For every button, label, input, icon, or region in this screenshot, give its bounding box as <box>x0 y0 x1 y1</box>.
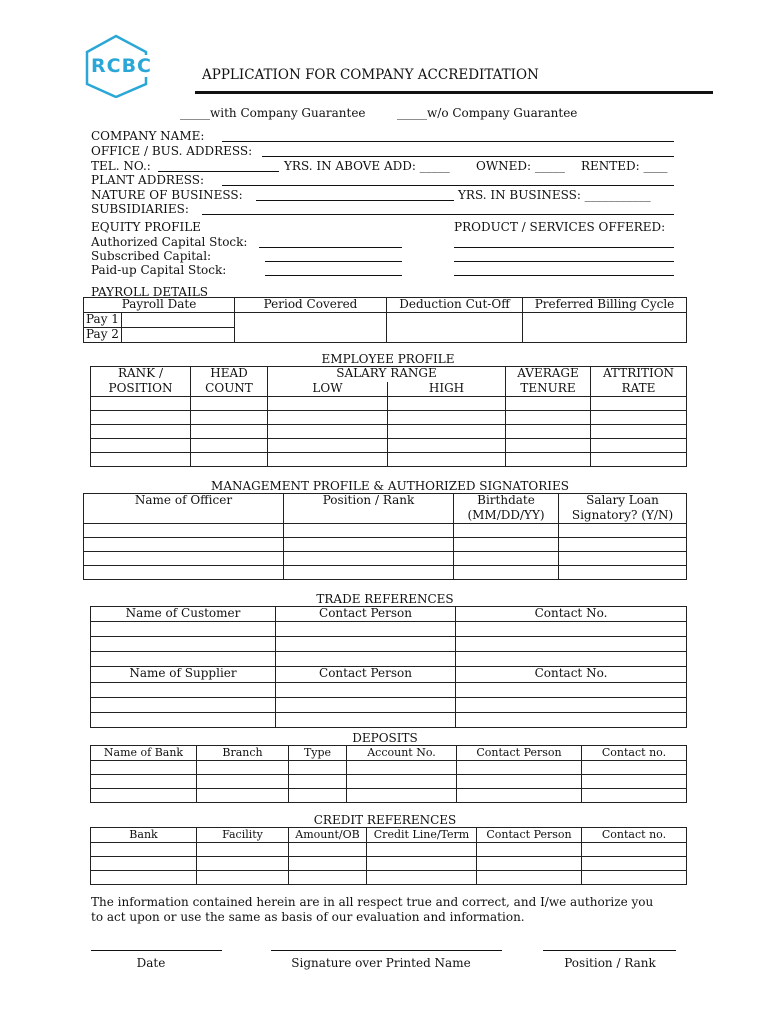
statement-line-2: to act upon or use the same as basis of our evaluation and information. <box>91 910 525 924</box>
page-title: APPLICATION FOR COMPANY ACCREDITATION <box>202 67 539 83</box>
table-row[interactable] <box>91 871 687 885</box>
count-header: COUNT <box>191 382 268 397</box>
table-row[interactable] <box>91 622 687 637</box>
payroll-date-header: Payroll Date <box>84 298 235 313</box>
rented-label[interactable]: RENTED: ____ <box>581 159 668 173</box>
rcbc-logo <box>80 34 170 98</box>
address-field[interactable] <box>262 156 674 157</box>
rank-header: RANK / <box>91 367 191 382</box>
tenure-header: TENURE <box>506 382 591 397</box>
credit-table <box>90 827 687 885</box>
table-row[interactable] <box>91 397 687 411</box>
salary-loan-header: Salary Loan <box>559 494 687 509</box>
birthdate-format: (MM/DD/YY) <box>454 509 559 524</box>
product-line-1[interactable] <box>454 247 674 248</box>
average-tenure-header: AVERAGE <box>506 367 591 382</box>
contact-person-header: Contact Person <box>276 607 456 622</box>
title-rule <box>195 91 713 94</box>
table-row[interactable] <box>91 713 687 728</box>
logo-text: RCBC <box>91 55 152 77</box>
trade-references-title: TRADE REFERENCES <box>316 592 454 606</box>
pay-1-date[interactable] <box>122 313 235 328</box>
deposit-contact-no-header: Contact no. <box>582 746 687 761</box>
officer-header: Name of Officer <box>84 494 284 509</box>
option-without-guarantee[interactable]: _____w/o Company Guarantee <box>397 106 578 120</box>
signature-caption: Signature over Printed Name <box>291 956 471 970</box>
table-row[interactable] <box>91 683 687 698</box>
yrs-address-label[interactable]: YRS. IN ABOVE ADD: _____ <box>284 159 450 173</box>
table-row[interactable] <box>91 425 687 439</box>
low-header: LOW <box>268 382 388 397</box>
date-caption: Date <box>136 956 166 970</box>
yrs-business-label[interactable]: YRS. IN BUSINESS: ___________ <box>458 188 651 202</box>
products-title: PRODUCT / SERVICES OFFERED: <box>454 220 666 234</box>
position-line[interactable] <box>543 950 676 951</box>
table-row[interactable] <box>84 524 687 538</box>
attrition-header: ATTRITION <box>591 367 687 382</box>
table-row[interactable] <box>91 637 687 652</box>
management-title: MANAGEMENT PROFILE & AUTHORIZED SIGNATORIES <box>211 479 569 493</box>
facility-header: Facility <box>197 828 289 843</box>
table-row[interactable] <box>91 775 687 789</box>
table-row[interactable] <box>91 857 687 871</box>
contact-no-header: Contact No. <box>456 607 687 622</box>
position-header: POSITION <box>91 382 191 397</box>
deduction-cutoff-header: Deduction Cut-Off <box>387 298 523 313</box>
credit-line-header: Credit Line/Term <box>367 828 477 843</box>
paidup-field[interactable] <box>265 275 402 276</box>
supplier-header: Name of Supplier <box>91 667 276 683</box>
product-line-2[interactable] <box>454 261 674 262</box>
table-row[interactable] <box>84 552 687 566</box>
company-name-field[interactable] <box>222 141 674 142</box>
company-name-label: COMPANY NAME: <box>91 129 205 143</box>
contact-no-header-2: Contact No. <box>456 667 687 683</box>
subscribed-label: Subscribed Capital: <box>91 249 212 263</box>
pay-2-date[interactable] <box>122 328 235 343</box>
credit-contact-no-header: Contact no. <box>582 828 687 843</box>
nature-label: NATURE OF BUSINESS: <box>91 188 243 202</box>
table-row[interactable] <box>84 538 687 552</box>
head-count-header: HEAD <box>191 367 268 382</box>
employee-profile-title: EMPLOYEE PROFILE <box>321 352 455 366</box>
table-row[interactable] <box>91 652 687 667</box>
position-rank-header: Position / Rank <box>284 494 454 509</box>
signature-line[interactable] <box>271 950 502 951</box>
period-covered-cell[interactable] <box>235 313 387 343</box>
deposits-table <box>90 745 687 803</box>
period-covered-header: Period Covered <box>235 298 387 313</box>
equity-title: EQUITY PROFILE <box>91 220 201 234</box>
management-table <box>83 493 687 580</box>
tel-label: TEL. NO.: <box>91 159 151 173</box>
branch-header: Branch <box>197 746 289 761</box>
pay-1-label: Pay 1 <box>84 313 122 328</box>
address-label: OFFICE / BUS. ADDRESS: <box>91 144 253 158</box>
statement-line-1: The information contained herein are in all respect true and correct, and I/we authorize you <box>91 895 654 909</box>
position-caption: Position / Rank <box>564 956 656 970</box>
owned-label[interactable]: OWNED: _____ <box>476 159 565 173</box>
signatory-header: Signatory? (Y/N) <box>559 509 687 524</box>
subsidiaries-field[interactable] <box>202 214 674 215</box>
date-line[interactable] <box>91 950 222 951</box>
tel-field[interactable] <box>158 171 279 172</box>
amount-header: Amount/OB <box>289 828 367 843</box>
account-no-header: Account No. <box>347 746 457 761</box>
bank-name-header: Name of Bank <box>91 746 197 761</box>
subsidiaries-label: SUBSIDIARIES: <box>91 202 189 216</box>
deposits-title: DEPOSITS <box>352 731 418 745</box>
customer-header: Name of Customer <box>91 607 276 622</box>
deposit-contact-person-header: Contact Person <box>457 746 582 761</box>
credit-bank-header: Bank <box>91 828 197 843</box>
table-row[interactable] <box>91 843 687 857</box>
table-row[interactable] <box>91 411 687 425</box>
table-row[interactable] <box>91 789 687 803</box>
credit-contact-person-header: Contact Person <box>477 828 582 843</box>
salary-range-header: SALARY RANGE <box>268 367 506 382</box>
high-header: HIGH <box>388 382 506 397</box>
product-line-3[interactable] <box>454 275 674 276</box>
deduction-cutoff-cell[interactable] <box>387 313 523 343</box>
authorized-field[interactable] <box>259 247 402 248</box>
authorized-label: Authorized Capital Stock: <box>91 235 248 249</box>
plant-address-field[interactable] <box>222 185 674 186</box>
employee-table <box>90 366 687 467</box>
plant-address-label: PLANT ADDRESS: <box>91 173 205 187</box>
contact-person-header-2: Contact Person <box>276 667 456 683</box>
payroll-table <box>83 297 687 343</box>
nature-field[interactable] <box>256 200 454 201</box>
option-with-guarantee[interactable]: _____with Company Guarantee <box>180 106 366 120</box>
table-row[interactable] <box>91 698 687 713</box>
pay-2-label: Pay 2 <box>84 328 122 343</box>
trade-table <box>90 606 687 728</box>
payroll-title: PAYROLL DETAILS <box>91 285 209 299</box>
credit-references-title: CREDIT REFERENCES <box>313 813 457 827</box>
birthdate-header: Birthdate <box>454 494 559 509</box>
table-row[interactable] <box>91 439 687 453</box>
billing-cycle-header: Preferred Billing Cycle <box>523 298 687 313</box>
table-row[interactable] <box>91 453 687 467</box>
table-row[interactable] <box>91 761 687 775</box>
table-row[interactable] <box>84 566 687 580</box>
rate-header: RATE <box>591 382 687 397</box>
type-header: Type <box>289 746 347 761</box>
subscribed-field[interactable] <box>265 261 402 262</box>
paidup-label: Paid-up Capital Stock: <box>91 263 227 277</box>
billing-cycle-cell[interactable] <box>523 313 687 343</box>
